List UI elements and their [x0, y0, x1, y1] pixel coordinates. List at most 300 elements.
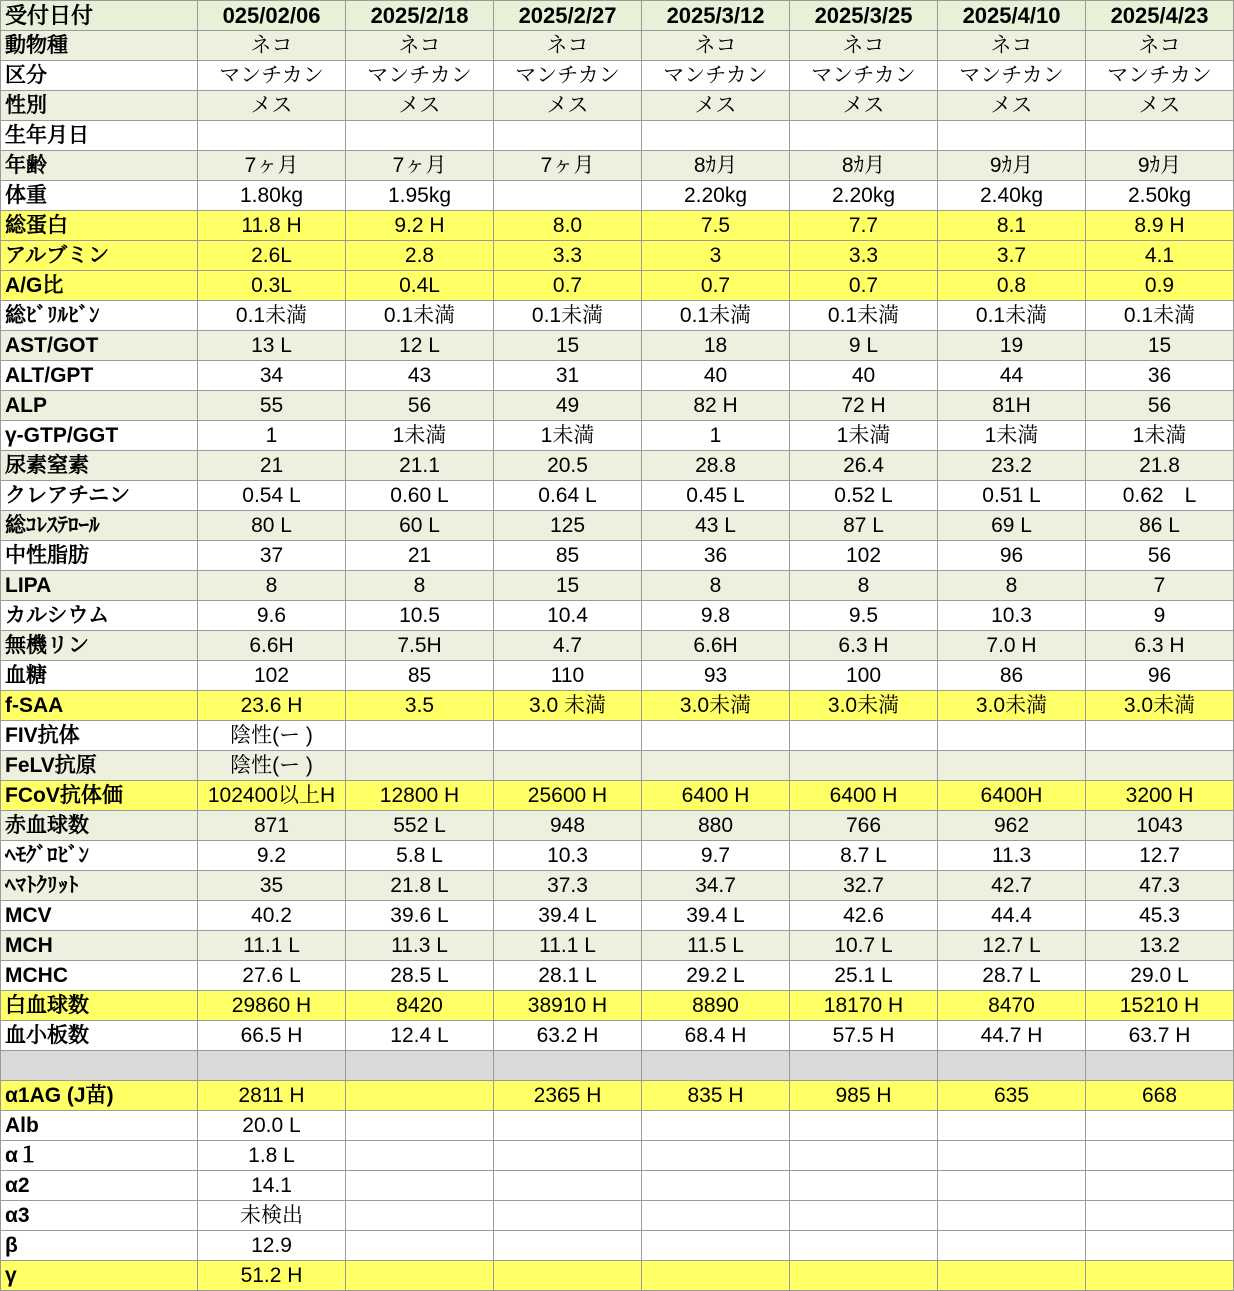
row-label-cell[interactable]: α1AG (J苗): [1, 1081, 198, 1111]
value-cell[interactable]: 3.0未満: [642, 691, 790, 721]
value-cell[interactable]: 1.80kg: [198, 181, 346, 211]
value-cell[interactable]: 56: [346, 391, 494, 421]
value-cell[interactable]: 0.1未満: [198, 301, 346, 331]
header-date-cell[interactable]: 2025/4/10: [938, 1, 1086, 31]
row-label-cell[interactable]: 血小板数: [1, 1021, 198, 1051]
value-cell[interactable]: 9.6: [198, 601, 346, 631]
value-cell[interactable]: 12.4 L: [346, 1021, 494, 1051]
value-cell[interactable]: [938, 1141, 1086, 1171]
value-cell[interactable]: 8: [642, 571, 790, 601]
value-cell[interactable]: 21.8 L: [346, 871, 494, 901]
value-cell[interactable]: [642, 751, 790, 781]
row-label-cell[interactable]: 赤血球数: [1, 811, 198, 841]
row-label-cell[interactable]: 体重: [1, 181, 198, 211]
value-cell[interactable]: 7.0 H: [938, 631, 1086, 661]
value-cell[interactable]: 43 L: [642, 511, 790, 541]
row-label-cell[interactable]: 総蛋白: [1, 211, 198, 241]
value-cell[interactable]: 0.7: [642, 271, 790, 301]
value-cell[interactable]: 0.8: [938, 271, 1086, 301]
value-cell[interactable]: 8470: [938, 991, 1086, 1021]
value-cell[interactable]: [1086, 1111, 1234, 1141]
value-cell[interactable]: 34.7: [642, 871, 790, 901]
value-cell[interactable]: 6.6H: [642, 631, 790, 661]
row-label-cell[interactable]: MCH: [1, 931, 198, 961]
value-cell[interactable]: 25.1 L: [790, 961, 938, 991]
value-cell[interactable]: [346, 1111, 494, 1141]
value-cell[interactable]: 7: [1086, 571, 1234, 601]
value-cell[interactable]: 7ヶ月: [346, 151, 494, 181]
value-cell[interactable]: [494, 1171, 642, 1201]
value-cell[interactable]: [790, 1111, 938, 1141]
value-cell[interactable]: 6400 H: [790, 781, 938, 811]
value-cell[interactable]: 0.7: [494, 271, 642, 301]
value-cell[interactable]: 13.2: [1086, 931, 1234, 961]
value-cell[interactable]: 3200 H: [1086, 781, 1234, 811]
value-cell[interactable]: [790, 1231, 938, 1261]
value-cell[interactable]: 0.1未満: [1086, 301, 1234, 331]
value-cell[interactable]: 10.3: [494, 841, 642, 871]
value-cell[interactable]: 陰性(ー ): [198, 721, 346, 751]
value-cell[interactable]: [790, 121, 938, 151]
value-cell[interactable]: 68.4 H: [642, 1021, 790, 1051]
value-cell[interactable]: 25600 H: [494, 781, 642, 811]
value-cell[interactable]: [346, 751, 494, 781]
value-cell[interactable]: 9ｶ月: [1086, 151, 1234, 181]
value-cell[interactable]: 948: [494, 811, 642, 841]
value-cell[interactable]: 7.5: [642, 211, 790, 241]
value-cell[interactable]: [642, 1051, 790, 1081]
value-cell[interactable]: 8420: [346, 991, 494, 1021]
value-cell[interactable]: 8ｶ月: [642, 151, 790, 181]
value-cell[interactable]: 0.1未満: [938, 301, 1086, 331]
value-cell[interactable]: 1: [198, 421, 346, 451]
value-cell[interactable]: [198, 1051, 346, 1081]
value-cell[interactable]: 3.3: [494, 241, 642, 271]
value-cell[interactable]: 44: [938, 361, 1086, 391]
row-label-cell[interactable]: アルブミン: [1, 241, 198, 271]
value-cell[interactable]: [346, 1051, 494, 1081]
value-cell[interactable]: 63.2 H: [494, 1021, 642, 1051]
value-cell[interactable]: 1未満: [494, 421, 642, 451]
row-label-cell[interactable]: [1, 1051, 198, 1081]
value-cell[interactable]: [938, 1231, 1086, 1261]
value-cell[interactable]: [938, 1261, 1086, 1291]
value-cell[interactable]: 4.7: [494, 631, 642, 661]
value-cell[interactable]: 962: [938, 811, 1086, 841]
value-cell[interactable]: 85: [494, 541, 642, 571]
value-cell[interactable]: [1086, 721, 1234, 751]
value-cell[interactable]: 9ｶ月: [938, 151, 1086, 181]
value-cell[interactable]: [1086, 751, 1234, 781]
value-cell[interactable]: 668: [1086, 1081, 1234, 1111]
value-cell[interactable]: 6400 H: [642, 781, 790, 811]
value-cell[interactable]: 3.0未満: [790, 691, 938, 721]
value-cell[interactable]: メス: [642, 91, 790, 121]
value-cell[interactable]: 2.6L: [198, 241, 346, 271]
header-date-cell[interactable]: 2025/3/12: [642, 1, 790, 31]
value-cell[interactable]: 37: [198, 541, 346, 571]
value-cell[interactable]: 102: [790, 541, 938, 571]
value-cell[interactable]: 34: [198, 361, 346, 391]
value-cell[interactable]: 9.7: [642, 841, 790, 871]
value-cell[interactable]: 69 L: [938, 511, 1086, 541]
row-label-cell[interactable]: γ-GTP/GGT: [1, 421, 198, 451]
value-cell[interactable]: 21: [346, 541, 494, 571]
row-label-cell[interactable]: 総ﾋﾞﾘﾙﾋﾞﾝ: [1, 301, 198, 331]
value-cell[interactable]: 86 L: [1086, 511, 1234, 541]
value-cell[interactable]: 43: [346, 361, 494, 391]
value-cell[interactable]: マンチカン: [1086, 61, 1234, 91]
value-cell[interactable]: 12.7: [1086, 841, 1234, 871]
value-cell[interactable]: 28.8: [642, 451, 790, 481]
header-date-cell[interactable]: 2025/2/18: [346, 1, 494, 31]
value-cell[interactable]: 1043: [1086, 811, 1234, 841]
value-cell[interactable]: 20.0 L: [198, 1111, 346, 1141]
value-cell[interactable]: ネコ: [494, 31, 642, 61]
value-cell[interactable]: [642, 721, 790, 751]
value-cell[interactable]: 8: [790, 571, 938, 601]
row-label-cell[interactable]: 中性脂肪: [1, 541, 198, 571]
value-cell[interactable]: 1未満: [790, 421, 938, 451]
value-cell[interactable]: 96: [1086, 661, 1234, 691]
value-cell[interactable]: 8.7 L: [790, 841, 938, 871]
value-cell[interactable]: [938, 1171, 1086, 1201]
value-cell[interactable]: 2811 H: [198, 1081, 346, 1111]
value-cell[interactable]: 871: [198, 811, 346, 841]
row-label-cell[interactable]: カルシウム: [1, 601, 198, 631]
value-cell[interactable]: 40.2: [198, 901, 346, 931]
value-cell[interactable]: 23.6 H: [198, 691, 346, 721]
value-cell[interactable]: 51.2 H: [198, 1261, 346, 1291]
value-cell[interactable]: 0.62 L: [1086, 481, 1234, 511]
value-cell[interactable]: 8.9 H: [1086, 211, 1234, 241]
value-cell[interactable]: [1086, 121, 1234, 151]
value-cell[interactable]: [1086, 1201, 1234, 1231]
value-cell[interactable]: 9.2 H: [346, 211, 494, 241]
row-label-cell[interactable]: FCoV抗体価: [1, 781, 198, 811]
value-cell[interactable]: 0.3L: [198, 271, 346, 301]
value-cell[interactable]: 0.51 L: [938, 481, 1086, 511]
value-cell[interactable]: 1未満: [938, 421, 1086, 451]
value-cell[interactable]: [938, 121, 1086, 151]
row-label-cell[interactable]: 年齢: [1, 151, 198, 181]
value-cell[interactable]: [790, 1201, 938, 1231]
row-label-cell[interactable]: ﾍﾓｸﾞﾛﾋﾞﾝ: [1, 841, 198, 871]
value-cell[interactable]: 5.8 L: [346, 841, 494, 871]
value-cell[interactable]: 2.20kg: [790, 181, 938, 211]
value-cell[interactable]: 3.5: [346, 691, 494, 721]
value-cell[interactable]: 635: [938, 1081, 1086, 1111]
value-cell[interactable]: [494, 1201, 642, 1231]
row-label-cell[interactable]: ﾍﾏﾄｸﾘｯﾄ: [1, 871, 198, 901]
value-cell[interactable]: [790, 1051, 938, 1081]
value-cell[interactable]: 32.7: [790, 871, 938, 901]
value-cell[interactable]: 9.2: [198, 841, 346, 871]
value-cell[interactable]: [346, 1171, 494, 1201]
value-cell[interactable]: 87 L: [790, 511, 938, 541]
value-cell[interactable]: 6.3 H: [1086, 631, 1234, 661]
value-cell[interactable]: 42.7: [938, 871, 1086, 901]
value-cell[interactable]: [494, 1261, 642, 1291]
row-label-cell[interactable]: 総ｺﾚｽﾃﾛｰﾙ: [1, 511, 198, 541]
value-cell[interactable]: [1086, 1261, 1234, 1291]
value-cell[interactable]: 835 H: [642, 1081, 790, 1111]
value-cell[interactable]: [494, 181, 642, 211]
header-date-cell[interactable]: 025/02/06: [198, 1, 346, 31]
value-cell[interactable]: [790, 1261, 938, 1291]
row-label-cell[interactable]: FeLV抗原: [1, 751, 198, 781]
row-label-cell[interactable]: α2: [1, 1171, 198, 1201]
value-cell[interactable]: 3.7: [938, 241, 1086, 271]
value-cell[interactable]: 10.3: [938, 601, 1086, 631]
value-cell[interactable]: [494, 1051, 642, 1081]
value-cell[interactable]: 8: [346, 571, 494, 601]
value-cell[interactable]: ネコ: [198, 31, 346, 61]
row-label-cell[interactable]: 血糖: [1, 661, 198, 691]
value-cell[interactable]: 9.8: [642, 601, 790, 631]
value-cell[interactable]: 1未満: [346, 421, 494, 451]
value-cell[interactable]: 57.5 H: [790, 1021, 938, 1051]
value-cell[interactable]: 8: [938, 571, 1086, 601]
value-cell[interactable]: 39.6 L: [346, 901, 494, 931]
value-cell[interactable]: [642, 1141, 790, 1171]
value-cell[interactable]: 11.8 H: [198, 211, 346, 241]
value-cell[interactable]: 28.1 L: [494, 961, 642, 991]
value-cell[interactable]: 8890: [642, 991, 790, 1021]
value-cell[interactable]: 6400H: [938, 781, 1086, 811]
value-cell[interactable]: 8.1: [938, 211, 1086, 241]
value-cell[interactable]: 2365 H: [494, 1081, 642, 1111]
value-cell[interactable]: マンチカン: [198, 61, 346, 91]
value-cell[interactable]: 56: [1086, 541, 1234, 571]
value-cell[interactable]: 102: [198, 661, 346, 691]
value-cell[interactable]: ネコ: [346, 31, 494, 61]
value-cell[interactable]: 1.8 L: [198, 1141, 346, 1171]
value-cell[interactable]: [494, 1111, 642, 1141]
value-cell[interactable]: 93: [642, 661, 790, 691]
value-cell[interactable]: [346, 1261, 494, 1291]
value-cell[interactable]: 0.1未満: [790, 301, 938, 331]
value-cell[interactable]: [790, 751, 938, 781]
value-cell[interactable]: 45.3: [1086, 901, 1234, 931]
row-label-cell[interactable]: 無機リン: [1, 631, 198, 661]
value-cell[interactable]: 0.45 L: [642, 481, 790, 511]
value-cell[interactable]: 1未満: [1086, 421, 1234, 451]
row-label-cell[interactable]: LIPA: [1, 571, 198, 601]
value-cell[interactable]: 2.20kg: [642, 181, 790, 211]
value-cell[interactable]: [494, 1141, 642, 1171]
value-cell[interactable]: 7ヶ月: [494, 151, 642, 181]
value-cell[interactable]: [938, 1051, 1086, 1081]
value-cell[interactable]: 1.95kg: [346, 181, 494, 211]
row-label-cell[interactable]: 区分: [1, 61, 198, 91]
value-cell[interactable]: ネコ: [642, 31, 790, 61]
value-cell[interactable]: 7.5H: [346, 631, 494, 661]
value-cell[interactable]: 21.8: [1086, 451, 1234, 481]
value-cell[interactable]: 10.7 L: [790, 931, 938, 961]
value-cell[interactable]: 3: [642, 241, 790, 271]
value-cell[interactable]: ネコ: [790, 31, 938, 61]
value-cell[interactable]: 6.6H: [198, 631, 346, 661]
row-label-cell[interactable]: 性別: [1, 91, 198, 121]
value-cell[interactable]: 36: [642, 541, 790, 571]
value-cell[interactable]: 未検出: [198, 1201, 346, 1231]
value-cell[interactable]: メス: [494, 91, 642, 121]
value-cell[interactable]: 23.2: [938, 451, 1086, 481]
value-cell[interactable]: 18170 H: [790, 991, 938, 1021]
value-cell[interactable]: [642, 1231, 790, 1261]
value-cell[interactable]: 14.1: [198, 1171, 346, 1201]
value-cell[interactable]: 37.3: [494, 871, 642, 901]
value-cell[interactable]: [1086, 1171, 1234, 1201]
value-cell[interactable]: 3.0未満: [1086, 691, 1234, 721]
row-label-cell[interactable]: MCHC: [1, 961, 198, 991]
value-cell[interactable]: 28.5 L: [346, 961, 494, 991]
value-cell[interactable]: 40: [790, 361, 938, 391]
value-cell[interactable]: [494, 751, 642, 781]
value-cell[interactable]: [642, 1111, 790, 1141]
value-cell[interactable]: 10.4: [494, 601, 642, 631]
value-cell[interactable]: 85: [346, 661, 494, 691]
value-cell[interactable]: 0.60 L: [346, 481, 494, 511]
value-cell[interactable]: 18: [642, 331, 790, 361]
value-cell[interactable]: 49: [494, 391, 642, 421]
value-cell[interactable]: [642, 1171, 790, 1201]
value-cell[interactable]: マンチカン: [938, 61, 1086, 91]
value-cell[interactable]: 12800 H: [346, 781, 494, 811]
row-label-cell[interactable]: ALP: [1, 391, 198, 421]
value-cell[interactable]: 11.3: [938, 841, 1086, 871]
value-cell[interactable]: 0.4L: [346, 271, 494, 301]
value-cell[interactable]: 11.1 L: [198, 931, 346, 961]
value-cell[interactable]: 12.7 L: [938, 931, 1086, 961]
value-cell[interactable]: ネコ: [1086, 31, 1234, 61]
value-cell[interactable]: [494, 1231, 642, 1261]
value-cell[interactable]: 9 L: [790, 331, 938, 361]
value-cell[interactable]: 39.4 L: [642, 901, 790, 931]
row-label-cell[interactable]: AST/GOT: [1, 331, 198, 361]
value-cell[interactable]: 20.5: [494, 451, 642, 481]
value-cell[interactable]: [790, 1171, 938, 1201]
value-cell[interactable]: [494, 721, 642, 751]
value-cell[interactable]: 60 L: [346, 511, 494, 541]
value-cell[interactable]: 29.2 L: [642, 961, 790, 991]
value-cell[interactable]: マンチカン: [494, 61, 642, 91]
value-cell[interactable]: 40: [642, 361, 790, 391]
value-cell[interactable]: 38910 H: [494, 991, 642, 1021]
value-cell[interactable]: ネコ: [938, 31, 1086, 61]
value-cell[interactable]: 56: [1086, 391, 1234, 421]
value-cell[interactable]: 19: [938, 331, 1086, 361]
value-cell[interactable]: [938, 1111, 1086, 1141]
value-cell[interactable]: 4.1: [1086, 241, 1234, 271]
value-cell[interactable]: [642, 121, 790, 151]
value-cell[interactable]: [346, 721, 494, 751]
value-cell[interactable]: [1086, 1231, 1234, 1261]
value-cell[interactable]: 81H: [938, 391, 1086, 421]
row-label-cell[interactable]: 尿素窒素: [1, 451, 198, 481]
row-label-cell[interactable]: f-SAA: [1, 691, 198, 721]
value-cell[interactable]: メス: [346, 91, 494, 121]
value-cell[interactable]: 3.3: [790, 241, 938, 271]
row-label-cell[interactable]: α3: [1, 1201, 198, 1231]
value-cell[interactable]: 6.3 H: [790, 631, 938, 661]
value-cell[interactable]: 7ヶ月: [198, 151, 346, 181]
value-cell[interactable]: 10.5: [346, 601, 494, 631]
value-cell[interactable]: マンチカン: [346, 61, 494, 91]
value-cell[interactable]: 8.0: [494, 211, 642, 241]
value-cell[interactable]: 31: [494, 361, 642, 391]
value-cell[interactable]: 2.50kg: [1086, 181, 1234, 211]
value-cell[interactable]: 12 L: [346, 331, 494, 361]
row-label-cell[interactable]: β: [1, 1231, 198, 1261]
value-cell[interactable]: 102400以上H: [198, 781, 346, 811]
value-cell[interactable]: [642, 1201, 790, 1231]
value-cell[interactable]: 3.0 未満: [494, 691, 642, 721]
value-cell[interactable]: [346, 1081, 494, 1111]
value-cell[interactable]: 21.1: [346, 451, 494, 481]
value-cell[interactable]: 0.64 L: [494, 481, 642, 511]
value-cell[interactable]: 29.0 L: [1086, 961, 1234, 991]
value-cell[interactable]: 39.4 L: [494, 901, 642, 931]
value-cell[interactable]: 0.52 L: [790, 481, 938, 511]
header-label-cell[interactable]: 受付日付: [1, 1, 198, 31]
value-cell[interactable]: [346, 121, 494, 151]
value-cell[interactable]: 9.5: [790, 601, 938, 631]
value-cell[interactable]: 3.0未満: [938, 691, 1086, 721]
value-cell[interactable]: 0.1未満: [346, 301, 494, 331]
value-cell[interactable]: 13 L: [198, 331, 346, 361]
row-label-cell[interactable]: 白血球数: [1, 991, 198, 1021]
value-cell[interactable]: [346, 1201, 494, 1231]
row-label-cell[interactable]: 生年月日: [1, 121, 198, 151]
value-cell[interactable]: 26.4: [790, 451, 938, 481]
row-label-cell[interactable]: A/G比: [1, 271, 198, 301]
value-cell[interactable]: メス: [198, 91, 346, 121]
value-cell[interactable]: 7.7: [790, 211, 938, 241]
value-cell[interactable]: 27.6 L: [198, 961, 346, 991]
value-cell[interactable]: [1086, 1141, 1234, 1171]
value-cell[interactable]: 陰性(ー ): [198, 751, 346, 781]
value-cell[interactable]: 15: [494, 331, 642, 361]
value-cell[interactable]: 100: [790, 661, 938, 691]
value-cell[interactable]: [642, 1261, 790, 1291]
value-cell[interactable]: [1086, 1051, 1234, 1081]
value-cell[interactable]: 72 H: [790, 391, 938, 421]
value-cell[interactable]: 2.40kg: [938, 181, 1086, 211]
row-label-cell[interactable]: Alb: [1, 1111, 198, 1141]
value-cell[interactable]: [346, 1231, 494, 1261]
value-cell[interactable]: 125: [494, 511, 642, 541]
row-label-cell[interactable]: クレアチニン: [1, 481, 198, 511]
row-label-cell[interactable]: α１: [1, 1141, 198, 1171]
value-cell[interactable]: [346, 1141, 494, 1171]
value-cell[interactable]: 63.7 H: [1086, 1021, 1234, 1051]
value-cell[interactable]: 44.4: [938, 901, 1086, 931]
row-label-cell[interactable]: γ: [1, 1261, 198, 1291]
header-date-cell[interactable]: 2025/2/27: [494, 1, 642, 31]
value-cell[interactable]: [790, 1141, 938, 1171]
header-date-cell[interactable]: 2025/4/23: [1086, 1, 1234, 31]
value-cell[interactable]: 766: [790, 811, 938, 841]
value-cell[interactable]: 11.1 L: [494, 931, 642, 961]
value-cell[interactable]: [938, 721, 1086, 751]
value-cell[interactable]: 36: [1086, 361, 1234, 391]
row-label-cell[interactable]: ALT/GPT: [1, 361, 198, 391]
value-cell[interactable]: 47.3: [1086, 871, 1234, 901]
value-cell[interactable]: 21: [198, 451, 346, 481]
value-cell[interactable]: 28.7 L: [938, 961, 1086, 991]
